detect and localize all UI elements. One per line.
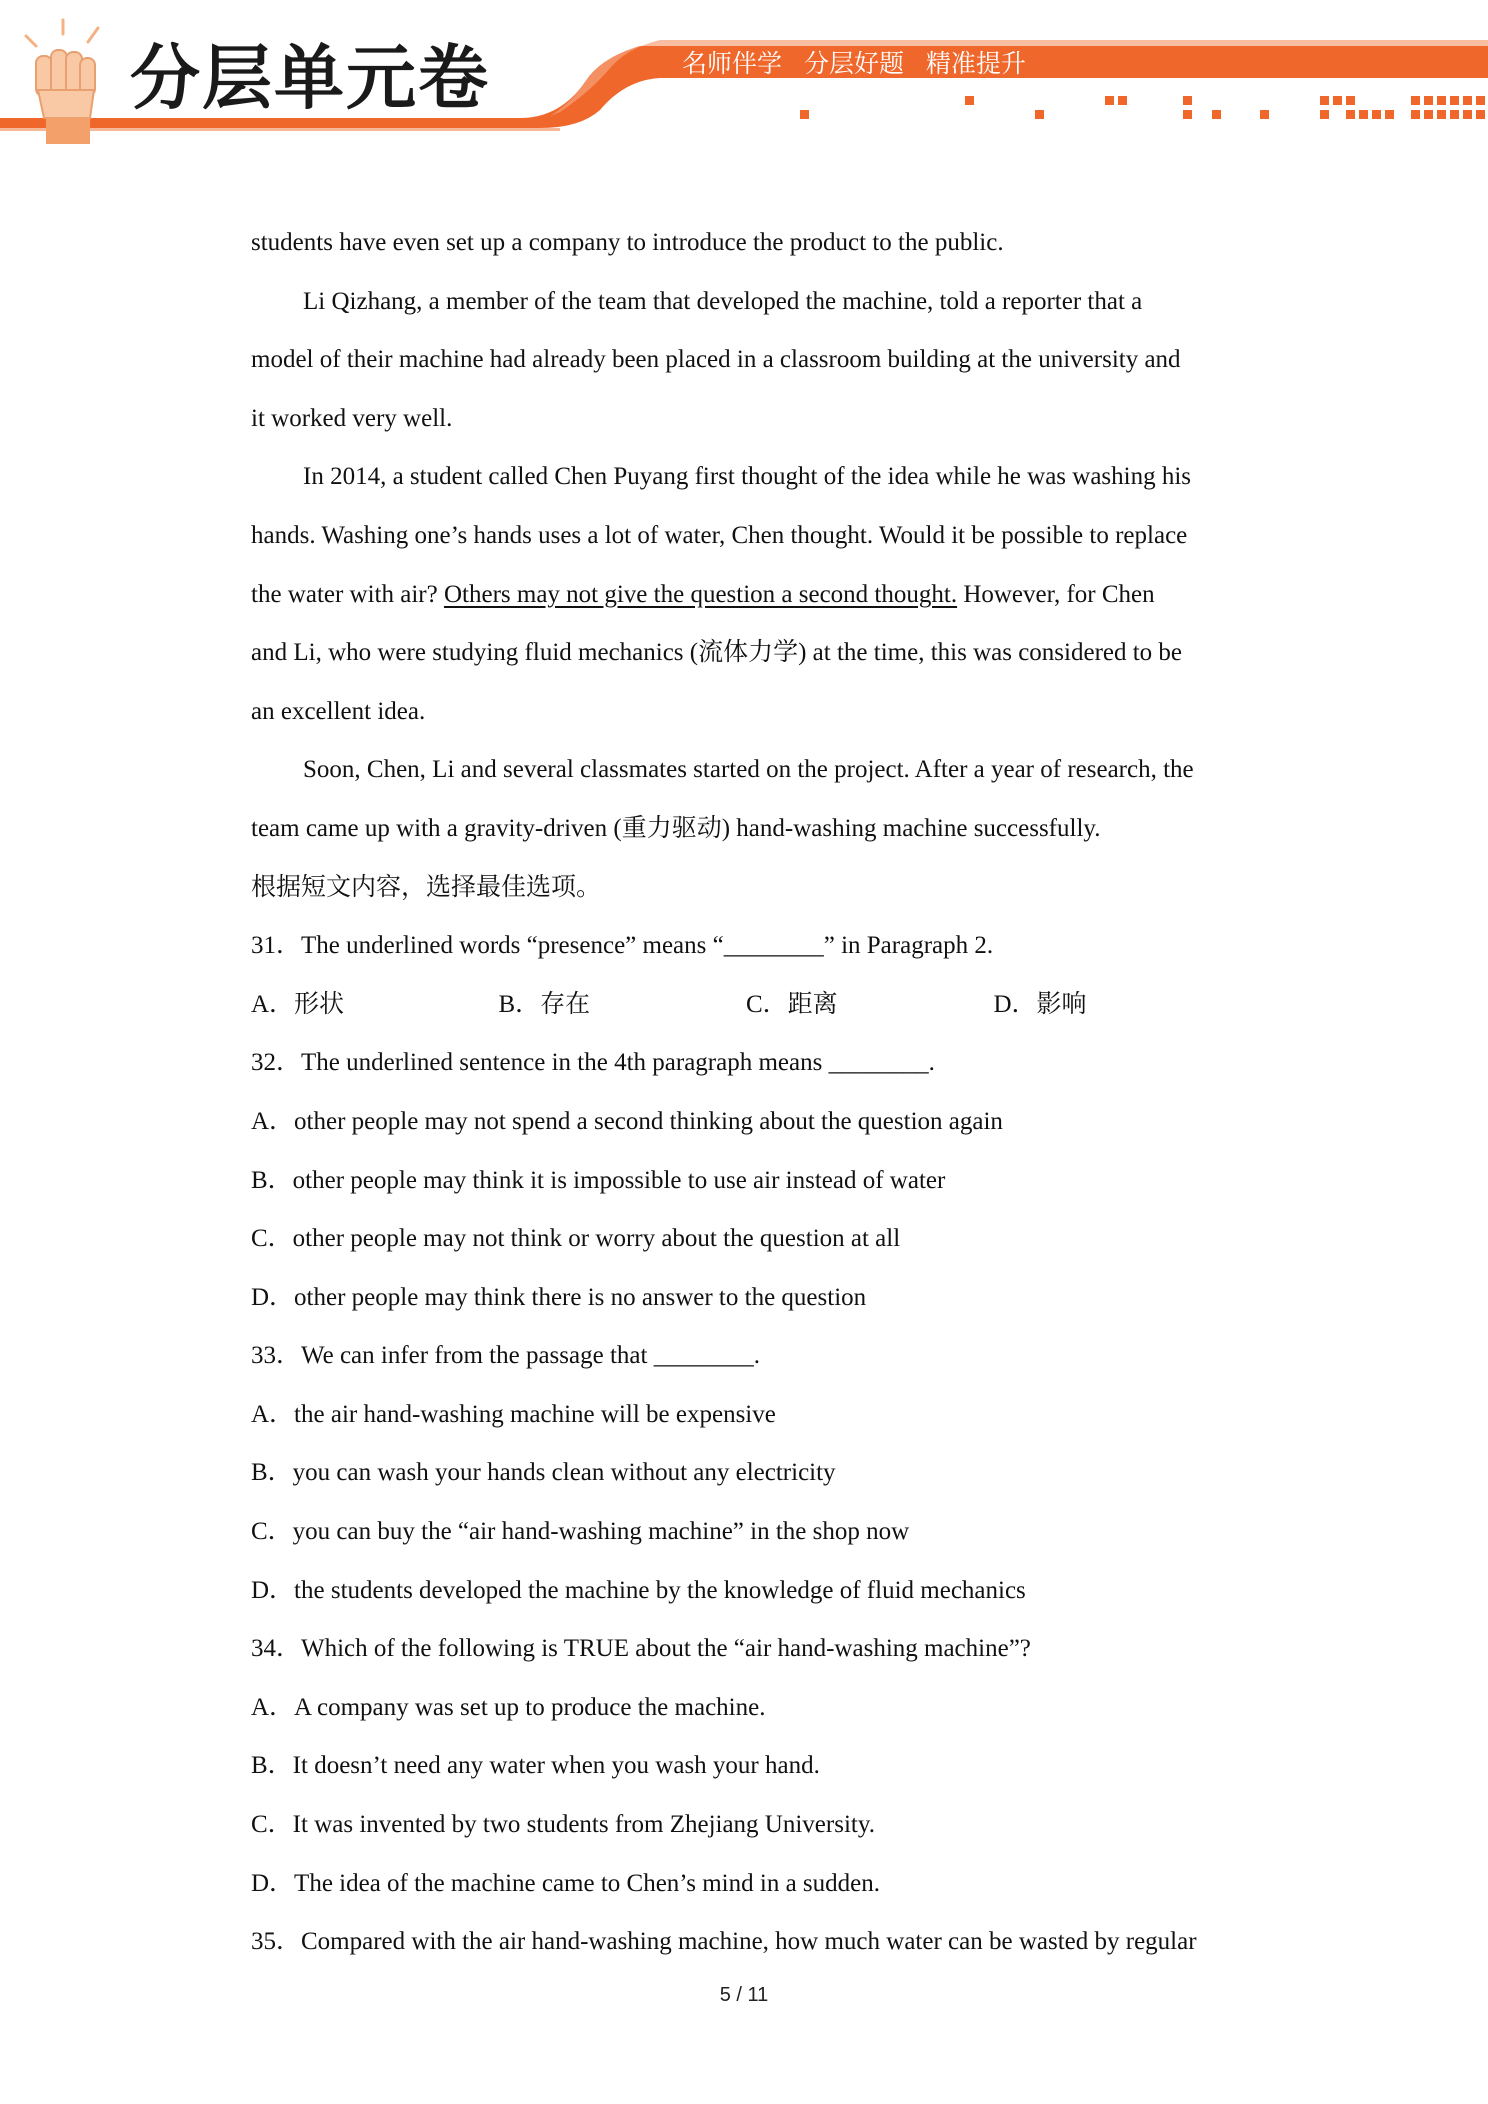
passage-line: it worked very well. [251, 404, 453, 432]
option-d: D．The idea of the machine came to Chen’s mind in a sudden. [251, 1869, 880, 1897]
question-stem: 34．Which of the following is TRUE about the “air hand-washing machine”? [251, 1635, 1031, 1663]
passage-line: In 2014, a student called Chen Puyang first thought of the idea while he was washing his [303, 463, 1192, 491]
passage-line: Li Qizhang, a member of the team that developed the machine, told a reporter that a [303, 287, 1143, 315]
option-b: B．other people may think it is impossible to use air instead of water [251, 1166, 946, 1194]
question-stem: 31．The underlined words “presence” means “________” in Paragraph 2. [251, 932, 994, 960]
passage-line: students have even set up a company to introduce the product to the public. [251, 229, 1004, 256]
option-b: B．you can wash your hands clean without any electricity [251, 1459, 836, 1487]
page-header [0, 0, 1488, 150]
passage-line: Soon, Chen, Li and several classmates started on the project. After a year of research, the [303, 756, 1194, 784]
option-d: D．the students developed the machine by the knowledge of fluid mechanics [251, 1576, 1026, 1604]
passage-text: the water with air? [251, 580, 444, 608]
option-c: C．you can buy the “air hand-washing machine” in the shop now [251, 1518, 910, 1546]
underlined-sentence: Others may not give the question a second thought. [443, 580, 958, 608]
option-a: A．A company was set up to produce the machine. [251, 1693, 766, 1721]
question-stem: 35．Compared with the air hand-washing machine, how much water can be wasted by regular [251, 1928, 1197, 1956]
passage-text: However, for Chen [957, 580, 1155, 608]
passage-line: an excellent idea. [251, 697, 426, 725]
question-options [251, 976, 1241, 1035]
option-d: D．other people may think there is no answer to the question [251, 1283, 867, 1311]
option-a: A．形状 [251, 990, 345, 1018]
passage-line: hands. Washing one’s hands uses a lot of water, Chen thought. Would it be possible to replace [251, 521, 1188, 549]
option-a: A．the air hand-washing machine will be expensive [251, 1400, 776, 1428]
passage-line: team came up with a gravity-driven (重力驱动) hand-washing machine successfully. [251, 814, 1101, 842]
option-b: B．存在 [498, 990, 591, 1018]
fist-icon [8, 6, 118, 146]
page-number: 5 / 11 [719, 1984, 769, 2006]
brand-title: 分层单元卷 [130, 37, 490, 119]
passage-line [251, 566, 1241, 625]
option-c: C．距离 [746, 990, 838, 1018]
option-c: C．It was invented by two students from Zhejiang University. [251, 1811, 875, 1839]
question-stem: 32．The underlined sentence in the 4th paragraph means ________. [251, 1049, 935, 1077]
passage-line: model of their machine had already been placed in a classroom building at the university and [251, 346, 1181, 374]
document-body [251, 214, 1241, 1972]
option-d: D．影响 [993, 990, 1087, 1018]
instruction: 根据短文内容，选择最佳选项。 [251, 873, 602, 901]
option-c: C．other people may not think or worry about the question at all [251, 1225, 901, 1253]
option-b: B．It doesn’t need any water when you wash your hand. [251, 1752, 820, 1780]
option-a: A．other people may not spend a second thinking about the question again [251, 1107, 1003, 1135]
header-slogan: 名师伴学 分层好题 精准提升 [682, 49, 1026, 78]
question-stem: 33．We can infer from the passage that ________. [251, 1342, 760, 1370]
passage-line: and Li, who were studying fluid mechanics (流体力学) at the time, this was considered to be [251, 639, 1183, 667]
